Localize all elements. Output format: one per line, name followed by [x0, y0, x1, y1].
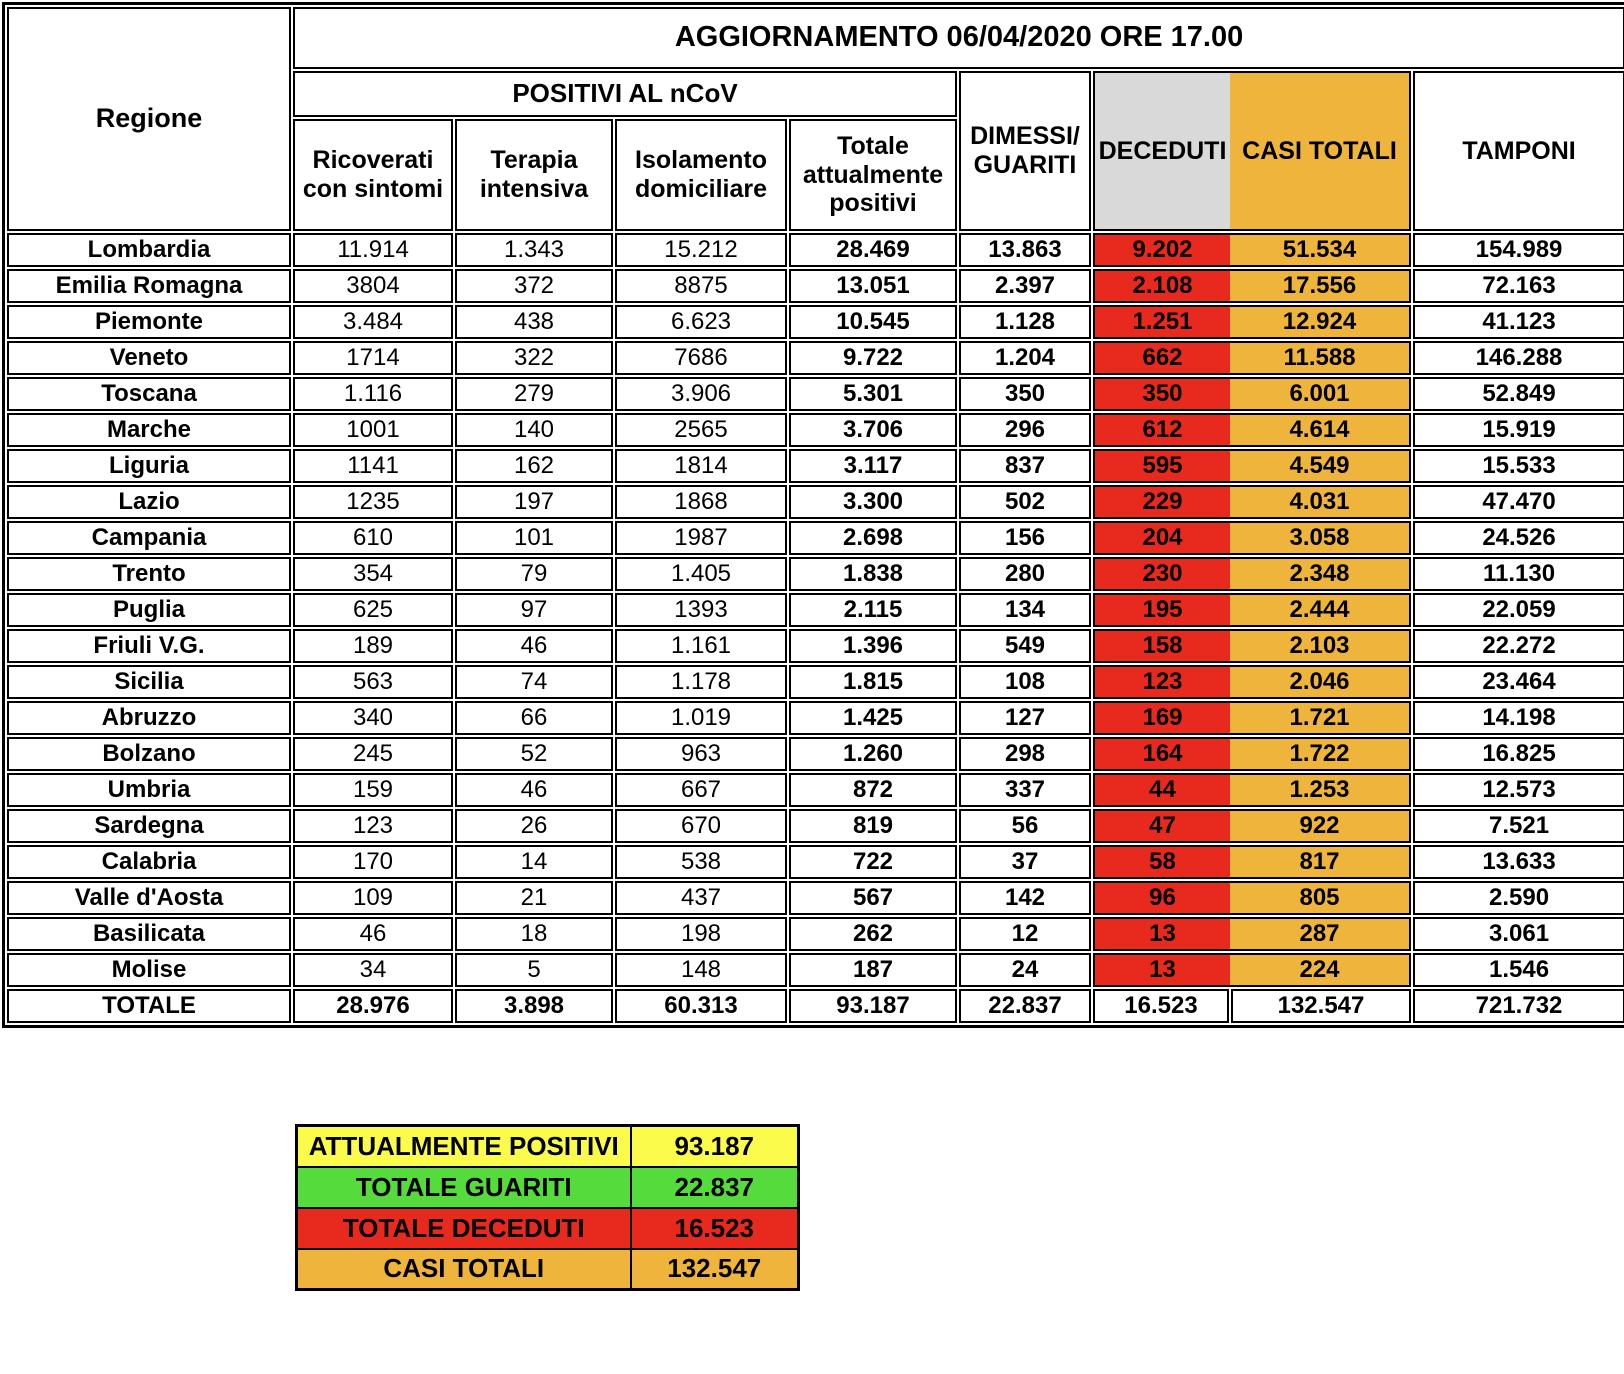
region-column-header: Regione — [7, 7, 291, 231]
total-tamponi-cell: 721.732 — [1413, 989, 1624, 1023]
deceduti-cell: 164 — [1095, 739, 1230, 769]
table-row — [7, 917, 1624, 951]
totale-positivi-cell: 1.815 — [789, 665, 957, 699]
summary-row — [297, 1126, 799, 1167]
row-halves — [1095, 631, 1409, 661]
casi-totali-cell: 2.348 — [1230, 559, 1409, 589]
deceduti-casitotali-cell — [1093, 305, 1411, 339]
region-name-cell: Molise — [7, 953, 291, 987]
tamponi-cell: 7.521 — [1413, 809, 1624, 843]
terapia-header: Terapia intensiva — [455, 119, 613, 231]
ricoverati-cell: 1141 — [293, 449, 453, 483]
dimessi-guariti-cell: 298 — [959, 737, 1091, 771]
region-name-cell: Valle d'Aosta — [7, 881, 291, 915]
deceduti-casitotali-cell — [1093, 701, 1411, 735]
casi-totali-cell: 6.001 — [1230, 379, 1409, 409]
summary-label: TOTALE DECEDUTI — [297, 1208, 631, 1249]
table-row — [7, 809, 1624, 843]
deceduti-cell: 169 — [1095, 703, 1230, 733]
table-title: AGGIORNAMENTO 06/04/2020 ORE 17.00 — [293, 7, 1624, 69]
region-name-cell: Sicilia — [7, 665, 291, 699]
terapia-cell: 322 — [455, 341, 613, 375]
deceduti-cell: 58 — [1095, 847, 1230, 877]
row-halves — [1095, 883, 1409, 913]
table-row — [7, 305, 1624, 339]
row-halves — [1095, 487, 1409, 517]
region-rows — [7, 233, 1624, 1023]
summary-row — [297, 1249, 799, 1290]
row-halves — [1095, 559, 1409, 589]
dimessi-guariti-cell: 280 — [959, 557, 1091, 591]
dimessi-guariti-cell: 1.204 — [959, 341, 1091, 375]
table-row — [7, 701, 1624, 735]
totale-positivi-cell: 9.722 — [789, 341, 957, 375]
terapia-cell: 372 — [455, 269, 613, 303]
deceduti-casitotali-cell — [1093, 557, 1411, 591]
deceduti-casitotali-cell — [1093, 629, 1411, 663]
total-row — [7, 989, 1624, 1023]
casi-totali-cell: 1.722 — [1230, 739, 1409, 769]
tamponi-cell: 1.546 — [1413, 953, 1624, 987]
tamponi-cell: 47.470 — [1413, 485, 1624, 519]
table-row — [7, 629, 1624, 663]
tamponi-cell: 13.633 — [1413, 845, 1624, 879]
isolamento-cell: 1814 — [615, 449, 787, 483]
ricoverati-cell: 3804 — [293, 269, 453, 303]
summary-value: 93.187 — [631, 1126, 799, 1167]
row-halves — [1095, 775, 1409, 805]
totale-positivi-cell: 5.301 — [789, 377, 957, 411]
isolamento-cell: 538 — [615, 845, 787, 879]
isolamento-cell: 1868 — [615, 485, 787, 519]
ricoverati-cell: 1001 — [293, 413, 453, 447]
terapia-cell: 21 — [455, 881, 613, 915]
region-name-cell: Friuli V.G. — [7, 629, 291, 663]
tamponi-cell: 15.919 — [1413, 413, 1624, 447]
ricoverati-cell: 1235 — [293, 485, 453, 519]
deceduti-casitotali-cell — [1093, 377, 1411, 411]
ricoverati-cell: 189 — [293, 629, 453, 663]
row-halves — [1095, 955, 1409, 985]
header-row-title — [7, 7, 1624, 69]
dimessi-guariti-cell: 337 — [959, 773, 1091, 807]
casi-totali-cell: 224 — [1230, 955, 1409, 985]
region-name-cell: Piemonte — [7, 305, 291, 339]
dimessi-guariti-cell: 837 — [959, 449, 1091, 483]
summary-label: ATTUALMENTE POSITIVI — [297, 1126, 631, 1167]
totale-positivi-cell: 1.396 — [789, 629, 957, 663]
dimessi-guariti-cell: 350 — [959, 377, 1091, 411]
region-name-cell: Veneto — [7, 341, 291, 375]
deceduti-casitotali-cell — [1093, 845, 1411, 879]
isolamento-cell: 1.178 — [615, 665, 787, 699]
totale-positivi-cell: 2.698 — [789, 521, 957, 555]
row-halves — [1095, 667, 1409, 697]
deceduti-cell: 47 — [1095, 811, 1230, 841]
table-row — [7, 953, 1624, 987]
isolamento-cell: 437 — [615, 881, 787, 915]
summary-label: TOTALE GUARITI — [297, 1167, 631, 1208]
total-deceduti-cell: 16.523 — [1093, 989, 1229, 1023]
totale-positivi-cell: 1.838 — [789, 557, 957, 591]
dimessi-guariti-cell: 24 — [959, 953, 1091, 987]
tamponi-cell: 11.130 — [1413, 557, 1624, 591]
deceduti-casitotali-cell — [1093, 341, 1411, 375]
summary-value: 132.547 — [631, 1249, 799, 1290]
isolamento-cell: 667 — [615, 773, 787, 807]
region-name-cell: Sardegna — [7, 809, 291, 843]
isolamento-cell: 15.212 — [615, 233, 787, 267]
deceduti-cell: 9.202 — [1095, 235, 1230, 265]
casi-totali-cell: 2.046 — [1230, 667, 1409, 697]
summary-row — [297, 1208, 799, 1249]
totale-positivi-cell: 872 — [789, 773, 957, 807]
isolamento-cell: 1.161 — [615, 629, 787, 663]
isolamento-cell: 963 — [615, 737, 787, 771]
totale-positivi-cell: 187 — [789, 953, 957, 987]
deceduti-cell: 612 — [1095, 415, 1230, 445]
isolamento-cell: 148 — [615, 953, 787, 987]
dimessi-guariti-cell: 296 — [959, 413, 1091, 447]
terapia-cell: 26 — [455, 809, 613, 843]
row-halves — [1095, 307, 1409, 337]
dimessi-guariti-cell: 37 — [959, 845, 1091, 879]
deceduti-cell: 96 — [1095, 883, 1230, 913]
dimessi-guariti-cell: 134 — [959, 593, 1091, 627]
casi-totali-cell: 817 — [1230, 847, 1409, 877]
totale-positivi-cell: 3.117 — [789, 449, 957, 483]
total-casi-totali-cell: 132.547 — [1231, 989, 1411, 1023]
row-halves — [1095, 343, 1409, 373]
ricoverati-cell: 109 — [293, 881, 453, 915]
ricoverati-cell: 610 — [293, 521, 453, 555]
terapia-cell: 97 — [455, 593, 613, 627]
totale-positivi-cell: 722 — [789, 845, 957, 879]
isolamento-header: Isolamento domiciliare — [615, 119, 787, 231]
total-label-cell: TOTALE — [7, 989, 291, 1023]
totale-positivi-cell: 2.115 — [789, 593, 957, 627]
totale-positivi-cell: 28.469 — [789, 233, 957, 267]
region-name-cell: Liguria — [7, 449, 291, 483]
deceduti-cell: 195 — [1095, 595, 1230, 625]
deceduti-casitotali-cell — [1093, 665, 1411, 699]
casi-totali-cell: 4.614 — [1230, 415, 1409, 445]
deceduti-casitotali-cell — [1093, 953, 1411, 987]
summary-value: 16.523 — [631, 1208, 799, 1249]
isolamento-cell: 1.405 — [615, 557, 787, 591]
row-halves — [1095, 703, 1409, 733]
casi-totali-cell: 805 — [1230, 883, 1409, 913]
region-name-cell: Emilia Romagna — [7, 269, 291, 303]
dimessi-guariti-cell: 13.863 — [959, 233, 1091, 267]
terapia-cell: 14 — [455, 845, 613, 879]
deceduti-casitotali-cell — [1093, 485, 1411, 519]
totale-positivi-cell: 3.300 — [789, 485, 957, 519]
dimessi-guariti-cell: 108 — [959, 665, 1091, 699]
tamponi-cell: 24.526 — [1413, 521, 1624, 555]
ricoverati-cell: 46 — [293, 917, 453, 951]
totale-positivi-cell: 13.051 — [789, 269, 957, 303]
casi-totali-cell: 287 — [1230, 919, 1409, 949]
totale-positivi-cell: 1.260 — [789, 737, 957, 771]
deceduti-cell: 229 — [1095, 487, 1230, 517]
region-name-cell: Lazio — [7, 485, 291, 519]
casi-totali-cell: 4.549 — [1230, 451, 1409, 481]
deceduti-cell: 204 — [1095, 523, 1230, 553]
deceduti-casitotali-cell — [1093, 809, 1411, 843]
deceduti-casitotali-cell — [1093, 917, 1411, 951]
tamponi-cell: 12.573 — [1413, 773, 1624, 807]
terapia-cell: 197 — [455, 485, 613, 519]
row-halves — [1095, 919, 1409, 949]
row-halves — [1095, 415, 1409, 445]
deceduti-casitotali-header-block — [1093, 71, 1411, 231]
casi-totali-cell: 17.556 — [1230, 271, 1409, 301]
deceduti-casitotali-cell — [1093, 521, 1411, 555]
dimessi-guariti-cell: 2.397 — [959, 269, 1091, 303]
casi-totali-cell: 12.924 — [1230, 307, 1409, 337]
table-row — [7, 557, 1624, 591]
ricoverati-cell: 625 — [293, 593, 453, 627]
row-halves — [1095, 235, 1409, 265]
region-name-cell: Trento — [7, 557, 291, 591]
isolamento-cell: 6.623 — [615, 305, 787, 339]
ricoverati-cell: 245 — [293, 737, 453, 771]
tamponi-cell: 3.061 — [1413, 917, 1624, 951]
ricoverati-cell: 159 — [293, 773, 453, 807]
terapia-cell: 46 — [455, 773, 613, 807]
row-halves — [1095, 595, 1409, 625]
totale-positivi-cell: 567 — [789, 881, 957, 915]
table-row — [7, 485, 1624, 519]
deceduti-cell: 2.108 — [1095, 271, 1230, 301]
dimessi-guariti-cell: 549 — [959, 629, 1091, 663]
tamponi-cell: 52.849 — [1413, 377, 1624, 411]
tamponi-cell: 16.825 — [1413, 737, 1624, 771]
row-halves — [1095, 523, 1409, 553]
isolamento-cell: 3.906 — [615, 377, 787, 411]
summary-value: 22.837 — [631, 1167, 799, 1208]
deceduti-cell: 1.251 — [1095, 307, 1230, 337]
isolamento-cell: 2565 — [615, 413, 787, 447]
dimessi-guariti-cell: 127 — [959, 701, 1091, 735]
terapia-cell: 52 — [455, 737, 613, 771]
totale-positivi-cell: 10.545 — [789, 305, 957, 339]
isolamento-cell: 1.019 — [615, 701, 787, 735]
ricoverati-cell: 354 — [293, 557, 453, 591]
table-row — [7, 269, 1624, 303]
totale-positivi-header: Totale attualmente positivi — [789, 119, 957, 231]
summary-label: CASI TOTALI — [297, 1249, 631, 1290]
table-row — [7, 341, 1624, 375]
deceduti-casitotali-cell — [1093, 413, 1411, 447]
total-isolamento-cell: 60.313 — [615, 989, 787, 1023]
table-row — [7, 665, 1624, 699]
dimessi-guariti-cell: 12 — [959, 917, 1091, 951]
region-name-cell: Lombardia — [7, 233, 291, 267]
table-row — [7, 377, 1624, 411]
tamponi-cell: 2.590 — [1413, 881, 1624, 915]
ricoverati-cell: 1714 — [293, 341, 453, 375]
deceduti-casitotali-cell — [1093, 737, 1411, 771]
header-halves — [1095, 73, 1409, 229]
dimessi-guariti-cell: 142 — [959, 881, 1091, 915]
region-name-cell: Basilicata — [7, 917, 291, 951]
summary-row — [297, 1167, 799, 1208]
deceduti-casitotali-cell — [1093, 269, 1411, 303]
terapia-cell: 46 — [455, 629, 613, 663]
deceduti-casitotali-cell — [1093, 881, 1411, 915]
casi-totali-cell: 11.588 — [1230, 343, 1409, 373]
isolamento-cell: 198 — [615, 917, 787, 951]
dimessi-label-line2: GUARITI — [973, 151, 1077, 179]
deceduti-cell: 13 — [1095, 919, 1230, 949]
dimessi-label-line1: DIMESSI/ — [970, 122, 1080, 151]
dimessi-guariti-cell: 156 — [959, 521, 1091, 555]
tamponi-header: TAMPONI — [1413, 71, 1624, 231]
tamponi-cell: 15.533 — [1413, 449, 1624, 483]
region-name-cell: Puglia — [7, 593, 291, 627]
row-halves — [1095, 271, 1409, 301]
deceduti-cell: 158 — [1095, 631, 1230, 661]
row-halves — [1095, 739, 1409, 769]
ricoverati-cell: 123 — [293, 809, 453, 843]
tamponi-cell: 72.163 — [1413, 269, 1624, 303]
region-name-cell: Bolzano — [7, 737, 291, 771]
deceduti-cell: 595 — [1095, 451, 1230, 481]
casi-totali-cell: 51.534 — [1230, 235, 1409, 265]
tamponi-cell: 154.989 — [1413, 233, 1624, 267]
summary-rows — [297, 1126, 799, 1290]
terapia-cell: 140 — [455, 413, 613, 447]
summary-table — [295, 1124, 800, 1291]
tamponi-cell: 14.198 — [1413, 701, 1624, 735]
terapia-cell: 279 — [455, 377, 613, 411]
tamponi-cell: 22.059 — [1413, 593, 1624, 627]
terapia-cell: 5 — [455, 953, 613, 987]
table-row — [7, 593, 1624, 627]
casi-totali-cell: 2.444 — [1230, 595, 1409, 625]
table-row — [7, 845, 1624, 879]
isolamento-cell: 670 — [615, 809, 787, 843]
deceduti-casitotali-cell — [1093, 233, 1411, 267]
terapia-cell: 1.343 — [455, 233, 613, 267]
region-name-cell: Abruzzo — [7, 701, 291, 735]
ricoverati-header: Ricoverati con sintomi — [293, 119, 453, 231]
table-row — [7, 449, 1624, 483]
regions-table — [2, 2, 1624, 1028]
isolamento-cell: 8875 — [615, 269, 787, 303]
table-row — [7, 881, 1624, 915]
casi-totali-cell: 2.103 — [1230, 631, 1409, 661]
ricoverati-cell: 1.116 — [293, 377, 453, 411]
tamponi-cell: 146.288 — [1413, 341, 1624, 375]
table-row — [7, 773, 1624, 807]
table-row — [7, 521, 1624, 555]
casi-totali-cell: 3.058 — [1230, 523, 1409, 553]
deceduti-cell: 350 — [1095, 379, 1230, 409]
terapia-cell: 18 — [455, 917, 613, 951]
deceduti-casitotali-cell — [1093, 449, 1411, 483]
tamponi-cell: 23.464 — [1413, 665, 1624, 699]
table-row — [7, 413, 1624, 447]
totale-positivi-cell: 262 — [789, 917, 957, 951]
row-halves — [1095, 811, 1409, 841]
region-name-cell: Calabria — [7, 845, 291, 879]
terapia-cell: 66 — [455, 701, 613, 735]
total-positivi-cell: 93.187 — [789, 989, 957, 1023]
region-name-cell: Campania — [7, 521, 291, 555]
dimessi-guariti-cell: 1.128 — [959, 305, 1091, 339]
isolamento-cell: 1987 — [615, 521, 787, 555]
dimessi-guariti-header — [959, 71, 1091, 231]
casi-totali-cell: 1.721 — [1230, 703, 1409, 733]
deceduti-cell: 13 — [1095, 955, 1230, 985]
region-name-cell: Umbria — [7, 773, 291, 807]
totale-positivi-cell: 1.425 — [789, 701, 957, 735]
region-name-cell: Toscana — [7, 377, 291, 411]
casi-totali-cell: 922 — [1230, 811, 1409, 841]
ricoverati-cell: 563 — [293, 665, 453, 699]
tamponi-cell: 41.123 — [1413, 305, 1624, 339]
ricoverati-cell: 340 — [293, 701, 453, 735]
row-halves — [1095, 847, 1409, 877]
total-ricoverati-cell: 28.976 — [293, 989, 453, 1023]
casi-totali-cell: 4.031 — [1230, 487, 1409, 517]
terapia-cell: 79 — [455, 557, 613, 591]
region-name-cell: Marche — [7, 413, 291, 447]
table-row — [7, 737, 1624, 771]
terapia-cell: 101 — [455, 521, 613, 555]
dimessi-guariti-cell: 56 — [959, 809, 1091, 843]
deceduti-cell: 662 — [1095, 343, 1230, 373]
ricoverati-cell: 3.484 — [293, 305, 453, 339]
isolamento-cell: 1393 — [615, 593, 787, 627]
ricoverati-cell: 34 — [293, 953, 453, 987]
deceduti-cell: 230 — [1095, 559, 1230, 589]
casi-totali-header: CASI TOTALI — [1230, 73, 1409, 229]
terapia-cell: 162 — [455, 449, 613, 483]
deceduti-cell: 123 — [1095, 667, 1230, 697]
total-terapia-cell: 3.898 — [455, 989, 613, 1023]
totale-positivi-cell: 3.706 — [789, 413, 957, 447]
tamponi-cell: 22.272 — [1413, 629, 1624, 663]
deceduti-header: DECEDUTI — [1095, 73, 1230, 229]
deceduti-casitotali-cell — [1093, 773, 1411, 807]
terapia-cell: 438 — [455, 305, 613, 339]
row-halves — [1095, 451, 1409, 481]
totale-positivi-cell: 819 — [789, 809, 957, 843]
deceduti-casitotali-cell — [1093, 593, 1411, 627]
deceduti-cell: 44 — [1095, 775, 1230, 805]
table-row — [7, 233, 1624, 267]
positivi-group-header: POSITIVI AL nCoV — [293, 71, 957, 117]
terapia-cell: 74 — [455, 665, 613, 699]
dimessi-guariti-cell: 502 — [959, 485, 1091, 519]
casi-totali-cell: 1.253 — [1230, 775, 1409, 805]
total-dimessi-cell: 22.837 — [959, 989, 1091, 1023]
ricoverati-cell: 170 — [293, 845, 453, 879]
isolamento-cell: 7686 — [615, 341, 787, 375]
row-halves — [1095, 379, 1409, 409]
ricoverati-cell: 11.914 — [293, 233, 453, 267]
